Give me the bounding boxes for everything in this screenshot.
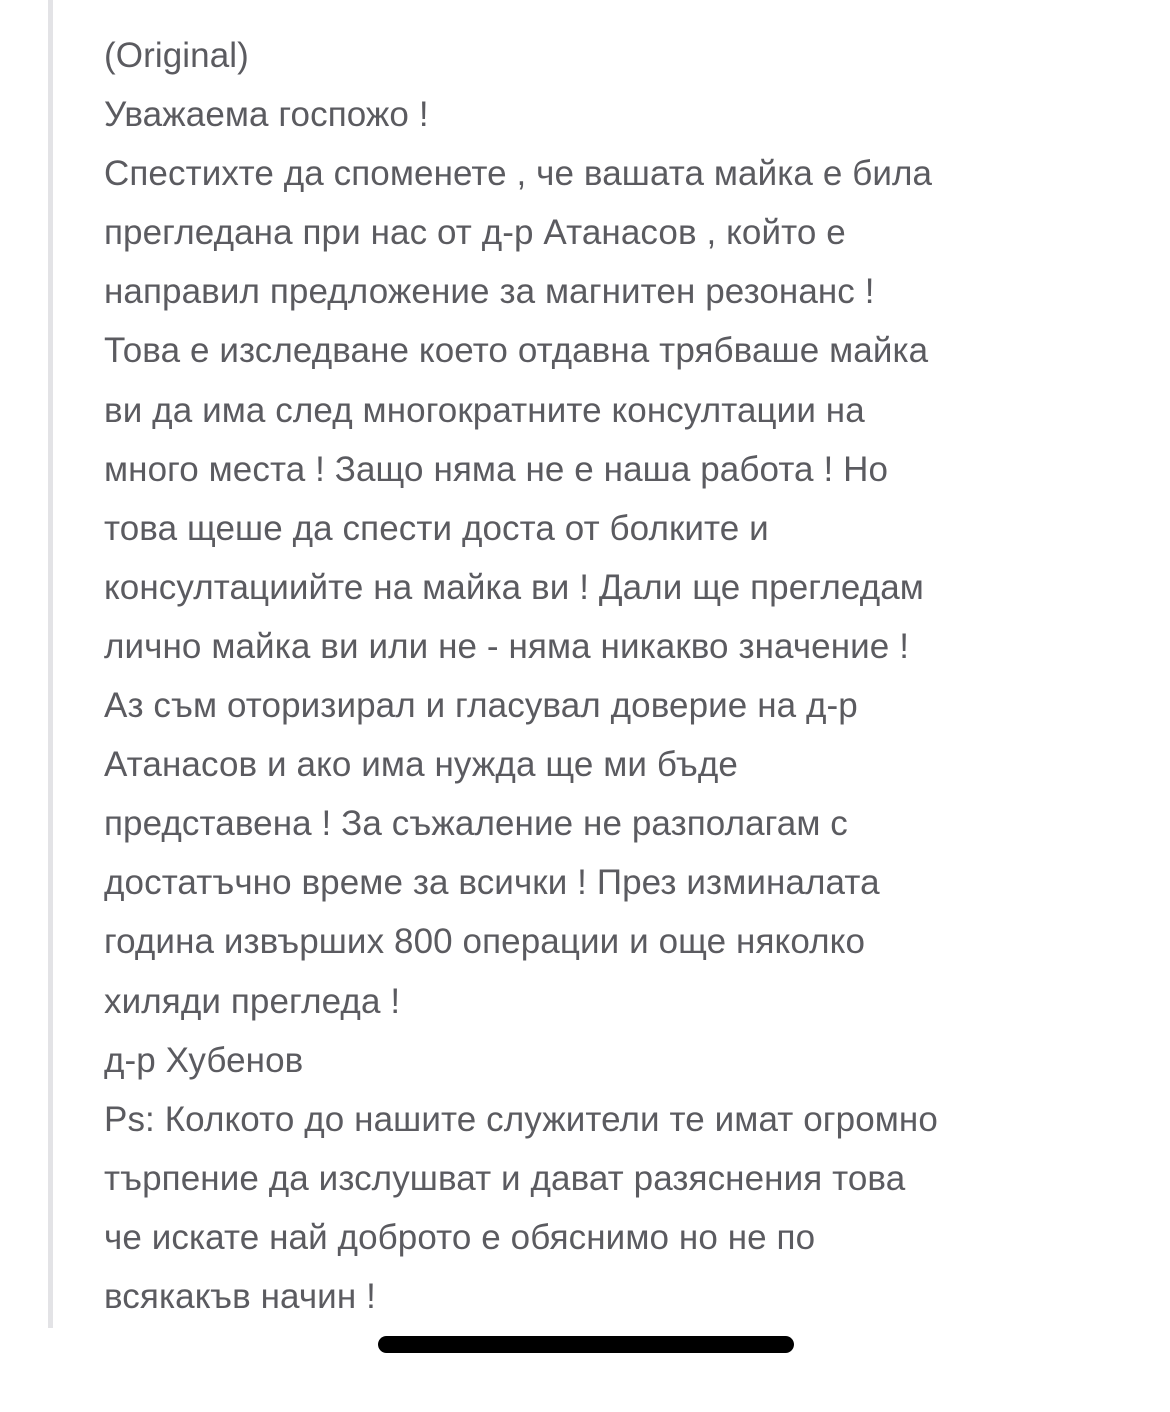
text-line: ви да има след многократните консултации на [104, 390, 865, 430]
text-line: направил предложение за магнитен резонанс ! [104, 272, 875, 312]
original-review-text [104, 26, 1154, 1326]
text-line: това щеше да спести доста от болките и [104, 508, 769, 548]
text-line: Атанасов и ако има нужда ще ми бъде [104, 745, 738, 785]
original-label: (Original) [104, 36, 249, 75]
text-line: достатъчно време за всички ! През изминалата [104, 863, 880, 903]
postscript-line: търпение да изслушват и дават разяснения това [104, 1158, 906, 1198]
signature: д-р Хубенов [104, 1040, 304, 1080]
text-line: хиляди прегледа ! [104, 981, 401, 1021]
text-line: прегледана при нас от д-р Атанасов , който е [104, 213, 846, 253]
text-line: много места ! Защо няма не е наша работа ! Но [104, 449, 889, 489]
quote-bar [48, 0, 53, 1328]
home-indicator[interactable] [378, 1336, 794, 1353]
text-line: година извърших 800 операции и още няколко [104, 922, 866, 962]
text-line: Спестихте да споменете , че вашата майка е била [104, 154, 933, 194]
text-line: Уважаема госпожо ! [104, 95, 429, 135]
text-line: Това е изследване което отдавна трябваше майка [104, 331, 929, 371]
text-line: представена ! За съжаление не разполагам с [104, 804, 848, 844]
text-line: консултациийте на майка ви ! Дали ще прегледам [104, 567, 924, 607]
text-line: Аз съм оторизирал и гласувал доверие на д-р [104, 686, 858, 726]
postscript-line: всякакъв начин ! [104, 1276, 376, 1316]
text-line: лично майка ви или не - няма никакво значение ! [104, 626, 910, 666]
postscript-line: Ps: Колкото до нашите служители те имат огромно [104, 1099, 938, 1139]
postscript-line: че искате най доброто е обяснимо но не по [104, 1217, 816, 1257]
